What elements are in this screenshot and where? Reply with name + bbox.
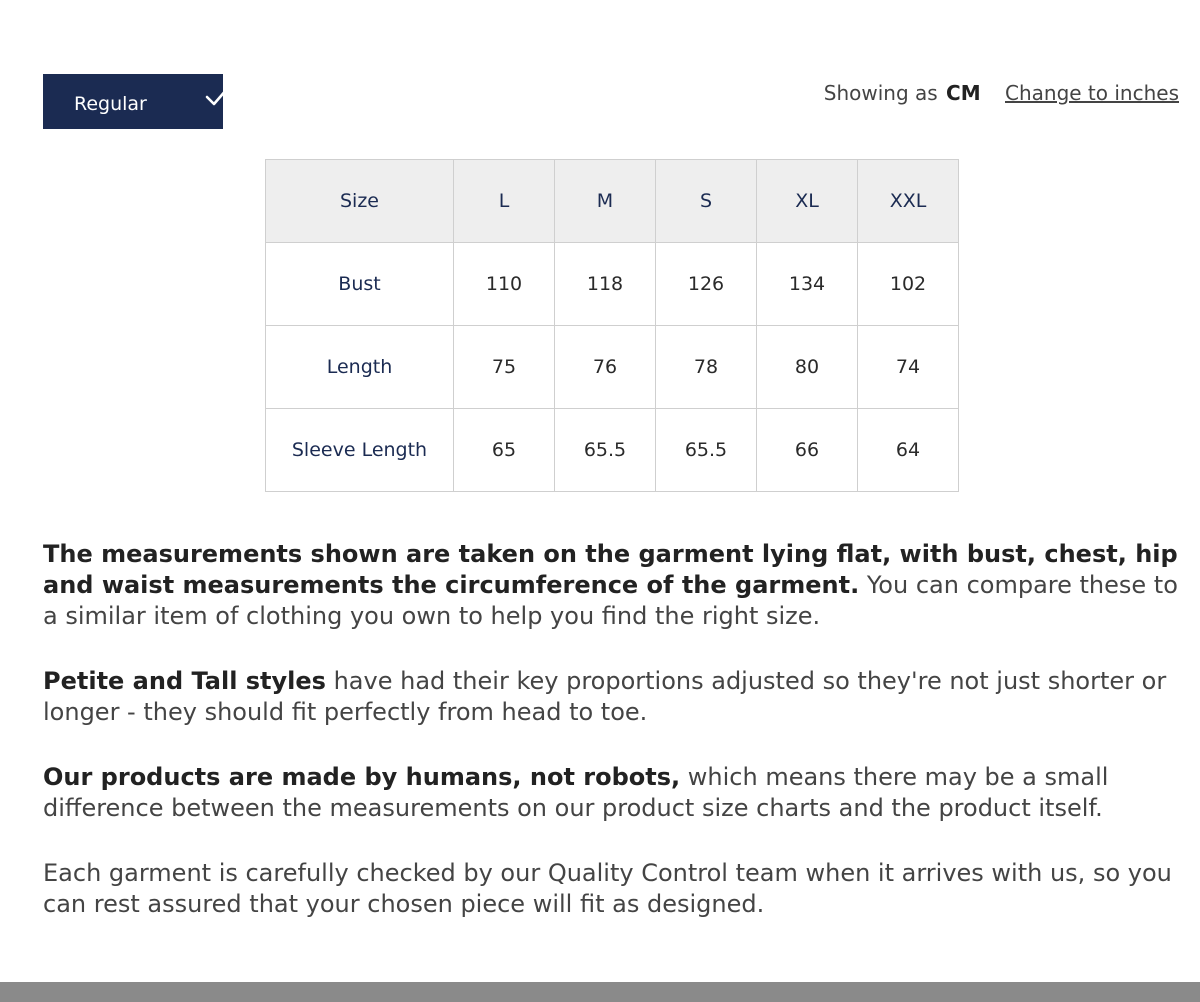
note-paragraph	[43, 762, 1183, 824]
note-emphasis: Our products are made by humans, not robots,	[43, 763, 681, 791]
table-cell: 126	[656, 243, 757, 326]
table-header-cell: S	[656, 160, 757, 243]
size-guide-notes	[43, 539, 1183, 920]
table-row	[266, 243, 959, 326]
note-text: You can compare these to a similar item of clothing you own to help you find the right size.	[43, 571, 1178, 630]
table-header-cell: XL	[757, 160, 858, 243]
table-cell: 66	[757, 409, 858, 492]
unit-indicator	[824, 80, 1179, 106]
table-cell: 110	[454, 243, 555, 326]
table-cell: 65.5	[656, 409, 757, 492]
unit-prefix: Showing as	[823, 81, 938, 105]
table-cell: 102	[858, 243, 959, 326]
note-emphasis: The measurements shown are taken on the garment lying flat, with bust, chest, hip and waist measurements the circumference of the garment.	[43, 540, 1178, 599]
unit-current: CM	[946, 81, 981, 105]
table-cell: 65	[454, 409, 555, 492]
row-label: Sleeve Length	[266, 409, 454, 492]
table-row	[266, 409, 959, 492]
table-cell: 76	[555, 326, 656, 409]
table-header-cell: M	[555, 160, 656, 243]
note-text: Each garment is carefully checked by our Quality Control team when it arrives with us, so you can rest assured that your chosen piece will fit as designed.	[43, 859, 1172, 918]
fit-regular-button[interactable]	[43, 74, 223, 129]
note-text: have had their key proportions adjusted so they're not just shorter or longer - they should fit perfectly from head to toe.	[43, 667, 1167, 726]
table-cell: 65.5	[555, 409, 656, 492]
size-chart-table	[265, 159, 959, 492]
note-paragraph	[43, 666, 1183, 728]
table-cell: 78	[656, 326, 757, 409]
note-paragraph	[43, 539, 1183, 632]
table-cell: 74	[858, 326, 959, 409]
table-header-cell: Size	[266, 160, 454, 243]
table-cell: 75	[454, 326, 555, 409]
note-text: which means there may be a small difference between the measurements on our product size charts and the product itself.	[43, 763, 1109, 822]
fit-regular-label: Regular	[74, 93, 147, 115]
note-paragraph	[43, 858, 1183, 920]
table-row	[266, 326, 959, 409]
table-header-cell: XXL	[858, 160, 959, 243]
check-icon	[204, 86, 230, 108]
table-cell: 134	[757, 243, 858, 326]
row-label: Length	[266, 326, 454, 409]
change-units-link[interactable]: Change to inches	[1005, 81, 1179, 105]
table-cell: 64	[858, 409, 959, 492]
bottom-divider-bar	[0, 982, 1200, 1002]
row-label: Bust	[266, 243, 454, 326]
note-emphasis: Petite and Tall styles	[43, 667, 326, 695]
table-header-cell: L	[454, 160, 555, 243]
table-cell: 80	[757, 326, 858, 409]
table-header-row	[266, 160, 959, 243]
table-cell: 118	[555, 243, 656, 326]
